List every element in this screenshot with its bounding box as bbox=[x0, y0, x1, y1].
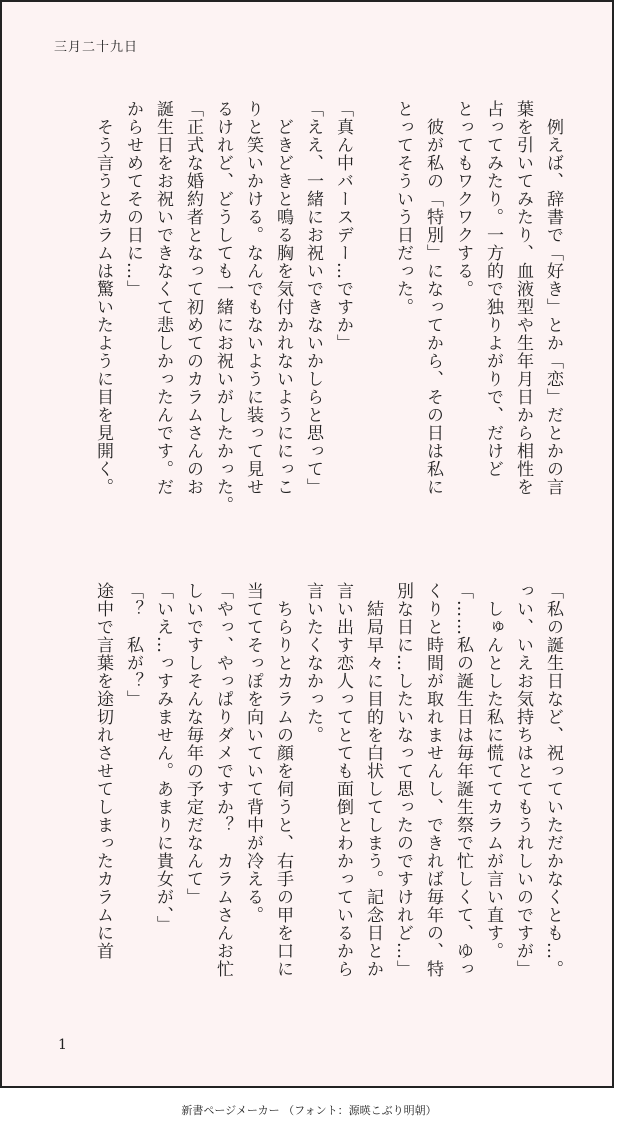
text-line: っい、いえお気持ちはとてもうれしいのですが」 bbox=[513, 582, 533, 978]
text-line: しゅんとした私に慌ててカラムが言い直す。 bbox=[483, 582, 503, 960]
text-line: 「正式な婚約者となって初めてのカラムさんのお bbox=[183, 100, 203, 496]
text-line: 彼が私の「特別」になってから、その日は私に bbox=[423, 100, 443, 496]
text-line: 占ってみたり。一方的で独りよがりで、だけど bbox=[483, 100, 503, 478]
text-line: 別な日に…したいなって思ったのですけれど…」 bbox=[393, 582, 413, 978]
text-line: 例えば、辞書で「好き」とか「恋」だとかの言 bbox=[543, 100, 563, 496]
text-line: 当ててそっぽを向いていて背中が冷える。 bbox=[243, 582, 263, 924]
text-line: 言いたくなかった。 bbox=[303, 582, 323, 744]
text-line: からせめてその日に…」 bbox=[123, 100, 143, 298]
page-number: 1 bbox=[58, 1037, 67, 1053]
text-line: 「……私の誕生日は毎年誕生祭で忙しくて、ゆっ bbox=[453, 582, 473, 978]
page-date: 三月二十九日 bbox=[54, 40, 139, 55]
text-block-top bbox=[48, 100, 568, 530]
text-line: 「いえ…っすみません。あまりに貴女が、」 bbox=[153, 582, 173, 934]
text-line: とってもワクワクする。 bbox=[453, 100, 473, 298]
text-line: 葉を引いてみたり、血液型や生年月日から相性を bbox=[513, 100, 533, 496]
text-line: 結局早々に目的を白状してしまう。記念日とか bbox=[363, 582, 383, 978]
text-line: 「私の誕生日など、祝っていただかなくとも…。 bbox=[543, 582, 563, 978]
text-line: 途中で言葉を途切れさせてしまったカラムに首 bbox=[93, 582, 113, 960]
text-line: そう言うとカラムは驚いたように目を見開く。 bbox=[93, 100, 113, 496]
text-line: 「やっ、やっぱりダメですか？ カラムさんお忙 bbox=[213, 582, 233, 978]
text-line: 「？ 私が？」 bbox=[123, 582, 143, 708]
text-line: 誕生日をお祝いできなくて悲しかったんです。だ bbox=[153, 100, 173, 496]
text-line: しいですしそんな毎年の予定だなんて」 bbox=[183, 582, 203, 906]
text-line: 「ええ、一緒にお祝いできないかしらと思って」 bbox=[303, 100, 323, 496]
text-line-blank bbox=[358, 100, 388, 530]
text-line: るけれど、どうしても一緒にお祝いがしたかった。 bbox=[213, 100, 233, 514]
text-line: 言い出す恋人ってとても面倒とわかっているから bbox=[333, 582, 353, 978]
text-line: どきどきと鳴る胸を気付かれないようににっこ bbox=[273, 100, 293, 496]
text-line: ちらりとカラムの顔を伺うと、右手の甲を口に bbox=[273, 582, 293, 978]
text-line: くりと時間が取れませんし、できれば毎年の、特 bbox=[423, 582, 443, 978]
footer-credit: 新書ページメーカー （フォント：源暎こぶり明朝） bbox=[181, 1104, 437, 1117]
text-block-bottom bbox=[48, 582, 568, 1002]
text-line: とってそういう日だった。 bbox=[393, 100, 413, 316]
text-line: 「真ん中バースデー…ですか」 bbox=[333, 100, 353, 352]
text-line: りと笑いかける。なんでもないように装って見せ bbox=[243, 100, 263, 496]
